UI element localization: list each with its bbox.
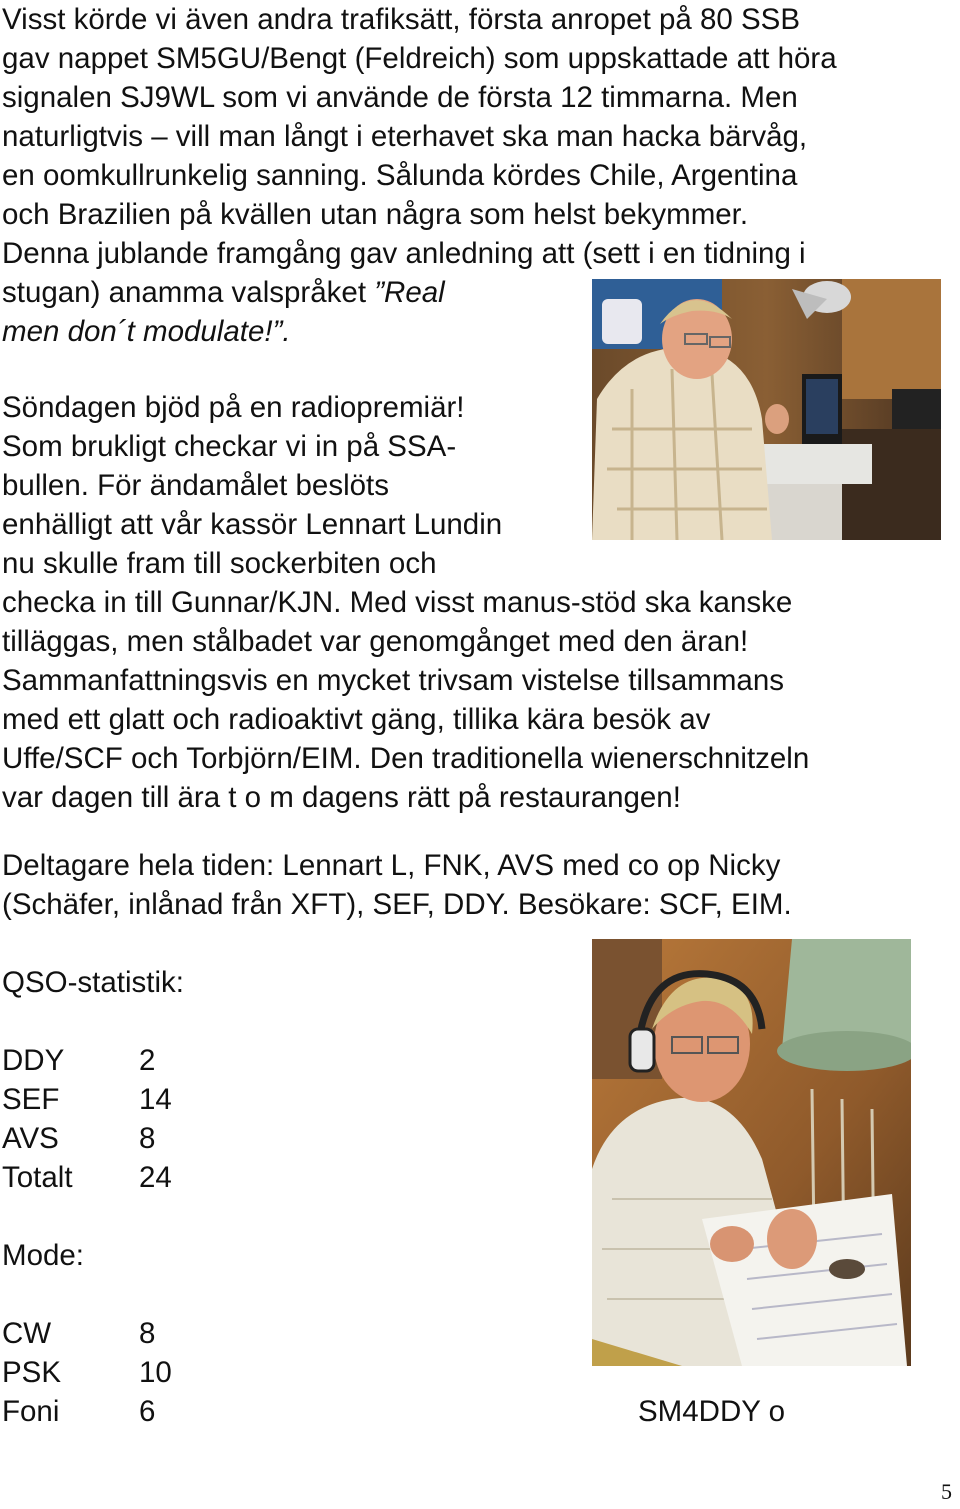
- text-line: bullen. För ändamålet beslöts: [2, 469, 390, 502]
- text-line: Deltagare hela tiden: Lennart L, FNK, AVS med co op Nicky: [2, 849, 781, 882]
- photo-caption: SM4DDY o: [638, 1395, 786, 1428]
- text-line: Visst körde vi även andra trafiksätt, första anropet på 80 SSB: [2, 3, 801, 36]
- mode-name: Foni: [2, 1395, 60, 1428]
- text-line: med ett glatt och radioaktivt gäng, tillika kära besök av: [2, 703, 711, 736]
- qso-count: 24: [139, 1161, 172, 1194]
- text-line: (Schäfer, inlånad från XFT), SEF, DDY. Besökare: SCF, EIM.: [2, 888, 792, 921]
- text-line: nu skulle fram till sockerbiten och: [2, 547, 437, 580]
- slogan-intro: stugan) anamma valspråket: [2, 276, 375, 309]
- text-line: Söndagen bjöd på en radiopremiär!: [2, 391, 465, 424]
- slogan-part2: men don´t modulate!”.: [2, 315, 291, 348]
- qso-heading: QSO-statistik:: [2, 966, 184, 999]
- slogan-part1: ”Real: [374, 276, 445, 309]
- qso-call: SEF: [2, 1083, 60, 1116]
- text-line: Uffe/SCF och Torbjörn/EIM. Den traditionella wienerschnitzeln: [2, 742, 810, 775]
- qso-count: 8: [139, 1122, 156, 1155]
- radio-operator-photo-drawing: [592, 279, 941, 540]
- text-line: naturligtvis – vill man långt i eterhavet ska man hacka bärvåg,: [2, 120, 808, 153]
- text-line: [2, 273, 445, 312]
- text-line: tilläggas, men stålbadet var genomgånget med den äran!: [2, 625, 749, 658]
- text-line: checka in till Gunnar/KJN. Med visst manus-stöd ska kanske: [2, 586, 793, 619]
- page-number: 5: [941, 1479, 952, 1504]
- qso-count: 14: [139, 1083, 172, 1116]
- text-line: signalen SJ9WL som vi använde de första 12 timmarna. Men: [2, 81, 798, 114]
- text-line: enhälligt att vår kassör Lennart Lundin: [2, 508, 503, 541]
- text-line: Denna jublande framgång gav anledning att (sett i en tidning i: [2, 237, 806, 270]
- headphone-operator-photo: [592, 939, 911, 1366]
- qso-call: AVS: [2, 1122, 59, 1155]
- mode-name: CW: [2, 1317, 52, 1350]
- qso-count: 2: [139, 1044, 156, 1077]
- text-line: Sammanfattningsvis en mycket trivsam vistelse tillsammans: [2, 664, 784, 697]
- text-line: var dagen till ära t o m dagens rätt på restaurangen!: [2, 781, 681, 814]
- mode-count: 6: [139, 1395, 156, 1428]
- mode-heading: Mode:: [2, 1239, 84, 1272]
- qso-call: Totalt: [2, 1161, 73, 1194]
- radio-operator-photo: [592, 279, 941, 540]
- qso-call: DDY: [2, 1044, 65, 1077]
- text-line: gav nappet SM5GU/Bengt (Feldreich) som uppskattade att höra: [2, 42, 837, 75]
- text-line: en oomkullrunkelig sanning. Sålunda kördes Chile, Argentina: [2, 159, 798, 192]
- mode-count: 8: [139, 1317, 156, 1350]
- text-line: Som brukligt checkar vi in på SSA-: [2, 430, 457, 463]
- mode-name: PSK: [2, 1356, 62, 1389]
- mode-count: 10: [139, 1356, 172, 1389]
- headphone-operator-photo-drawing: [592, 939, 911, 1366]
- text-line: och Brazilien på kvällen utan några som helst bekymmer.: [2, 198, 749, 231]
